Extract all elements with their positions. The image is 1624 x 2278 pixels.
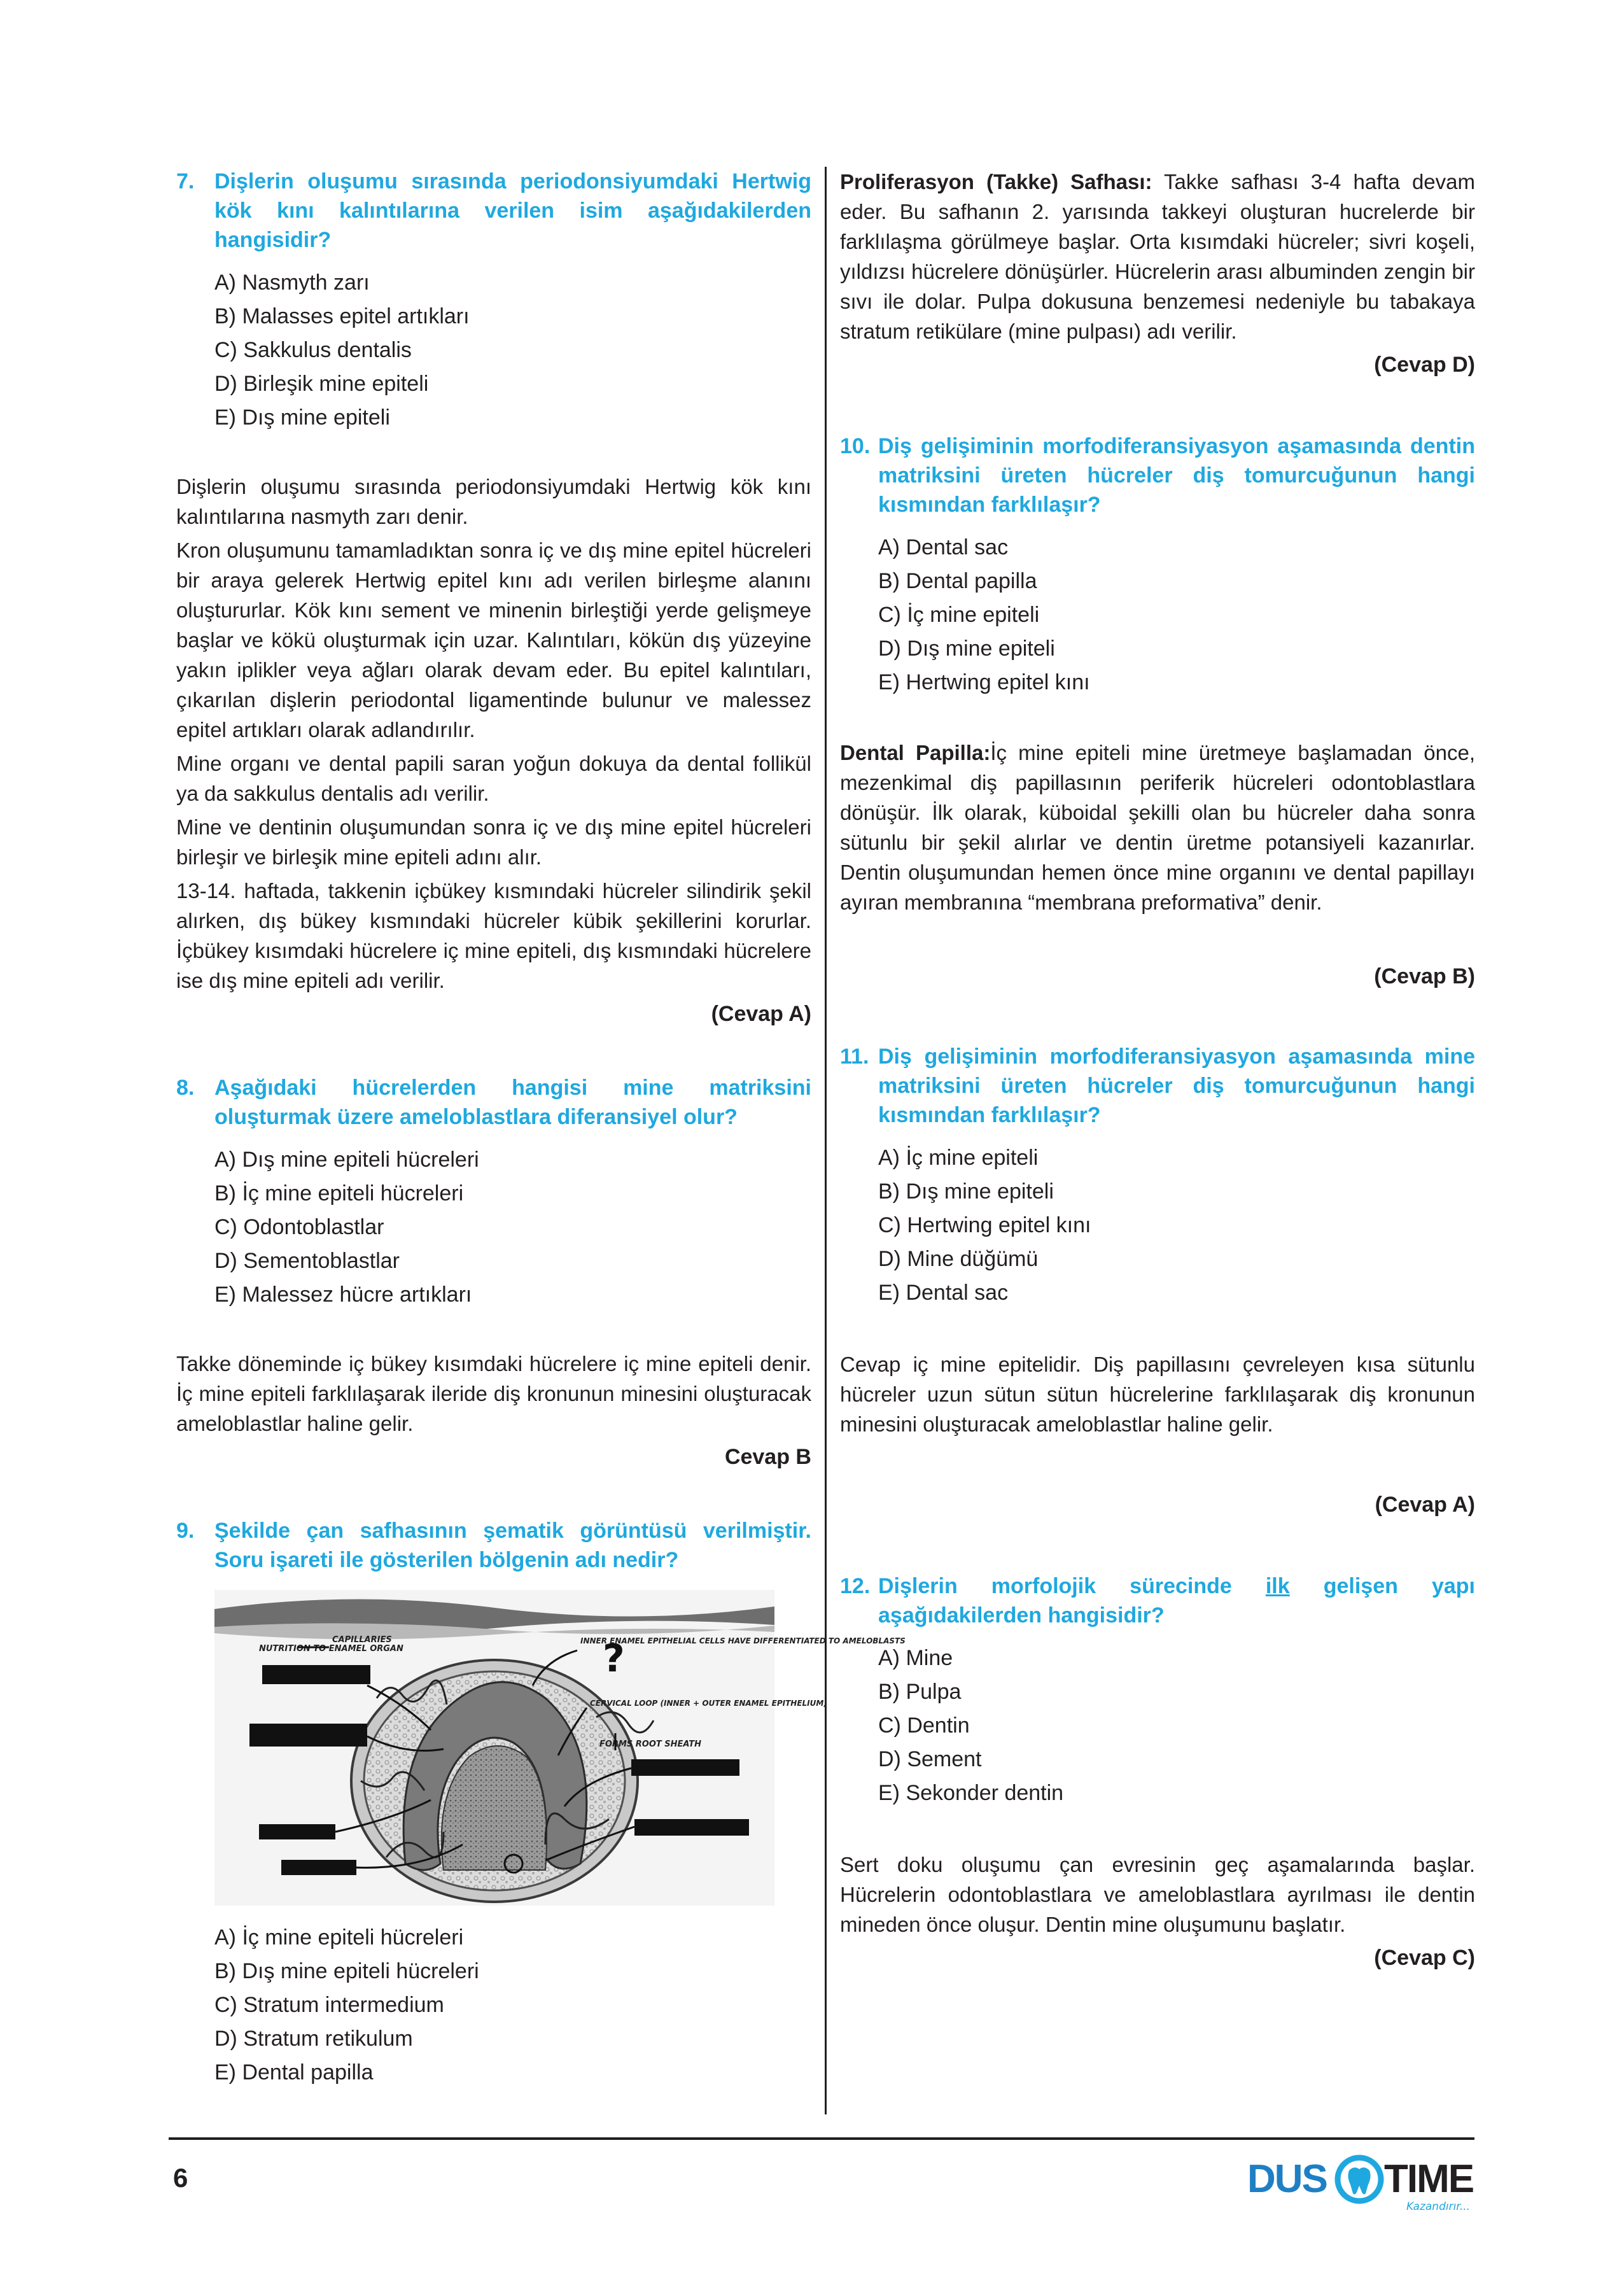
explanation-paragraph: Cevap iç mine epitelidir. Diş papillasını çevreleyen kısa sütunlu hücreler uzun sütun sütun hücrelerine farklılaşarak diş kronunun minesini oluşturacak ameloblastlar haline gelir. (840, 1353, 1475, 1436)
label-capillaries: CAPILLARIES (332, 1635, 392, 1645)
explanation-paragraph: Mine organı ve dental papili saran yoğun dokuya da dental follikül ya da sakkulus dentalis adı verilir. (176, 752, 811, 805)
option-d: D) Sementoblastlar (214, 1249, 400, 1273)
dustime-logo (1247, 2146, 1476, 2223)
question-12 (840, 1571, 1475, 1972)
option-list (878, 531, 1475, 700)
option-d: D) Mine düğümü (878, 1247, 1039, 1271)
option-a: A) Mine (878, 1646, 953, 1670)
option-c: C) Stratum intermedium (214, 1993, 444, 2017)
redacted-label (249, 1724, 367, 1747)
explanation-paragraph: Kron oluşumunu tamamladıktan sonra iç ve dış mine epitel hücreleri bir araya gelerek Hertwig epitel kını adı verilen birleşme alanını oluştururlar. Kök kını sement ve minenin birleştiği yerde gelişmeye başlar ve kökü oluşturmak için uzar. Kalıntıları, kökün dış yüzeyine yakın iplikler veya ağları olarak devam eder. Bu epitel kalıntıları, çıkarılan dişlerin periodontal ligamentinde bulunur ve malessez epitel artıkları olarak adlandırılır. (176, 538, 811, 742)
option-b: B) Dış mine epiteli (878, 1179, 1054, 1204)
label-cervical-loop: CERVICAL LOOP (INNER + OUTER ENAMEL EPITHELIUM) (590, 1699, 827, 1708)
option-a: A) Nasmyth zarı (214, 271, 370, 295)
column-divider (825, 167, 827, 2114)
question-8 (176, 1073, 811, 1472)
question-text: Aşağıdaki hücrelerden hangisi mine matriksini oluşturmak üzere ameloblastlara diferansiyel olur? (214, 1076, 811, 1129)
redacted-label (259, 1824, 335, 1839)
answer-label: (Cevap C) (1374, 1946, 1475, 1970)
answer-label: (Cevap D) (1374, 353, 1475, 377)
option-list (878, 1642, 1475, 1810)
label-root-sheath: FORMS ROOT SHEATH (599, 1740, 701, 1749)
option-b: B) Dental papilla (878, 569, 1037, 593)
logo-text-left: DUS (1247, 2157, 1327, 2201)
label-inner-enamel: INNER ENAMEL EPITHELIAL CELLS HAVE DIFFERENTIATED TO AMELOBLASTS (580, 1636, 906, 1645)
label-nutrition: NUTRITION TO ENAMEL ORGAN (259, 1644, 403, 1654)
question-11 (840, 1042, 1475, 1519)
option-c: C) Dentin (878, 1713, 970, 1738)
question-number: 12. (840, 1574, 871, 1598)
question-number: 7. (176, 169, 195, 193)
option-e: E) Sekonder dentin (878, 1781, 1064, 1805)
lead-term: Proliferasyon (Takke) Safhası: (840, 170, 1152, 193)
explanation-paragraph: Dişlerin oluşumu sırasında periodonsiyumdaki Hertwig kök kını kalıntılarına nasmyth zarı denir. (176, 475, 811, 528)
question-text: Diş gelişiminin morfodiferansiyasyon aşamasında dentin matriksini üreten hücreler diş tomurcuğunun hangi kısmından farklılaşır? (878, 434, 1475, 517)
proliferation-explanation (840, 167, 1475, 379)
underlined-word: ilk (1265, 1574, 1290, 1598)
question-number: 10. (840, 434, 871, 458)
question-text: Şekilde çan safhasının şematik görüntüsü verilmiştir. Soru işareti ile gösterilen bölgenin adı nedir? (214, 1519, 811, 1572)
question-number: 11. (840, 1044, 869, 1069)
option-list (214, 1921, 811, 2090)
answer-label: (Cevap A) (711, 1002, 811, 1026)
explanation-paragraph: 13-14. haftada, takkenin içbükey kısmındaki hücreler silindirik şekil alırken, dış bükey kısmındaki hücreler kübik şekillerini korurlar. İçbükey kısımdaki hücrelere iç mine epiteli, dış kısmındaki hücrelere ise dış mine epiteli adı verilir. (176, 879, 811, 992)
right-column (840, 167, 1475, 1972)
question-text: Dişlerin morfolojik sürecinde ilk gelişen yapı aşağıdakilerden hangisidir? (878, 1574, 1475, 1628)
answer-label: (Cevap B) (1374, 964, 1475, 988)
option-c: C) Hertwing epitel kını (878, 1213, 1091, 1237)
option-b: B) Malasses epitel artıkları (214, 304, 470, 328)
option-b: B) İç mine epiteli hücreleri (214, 1181, 464, 1206)
redacted-label (262, 1665, 370, 1684)
option-e: E) Dental sac (878, 1281, 1009, 1305)
option-e: E) Dental papilla (214, 2060, 374, 2085)
logo-text-right: TIME (1384, 2157, 1474, 2201)
option-a: A) İç mine epiteli hücreleri (214, 1925, 464, 1950)
option-e: E) Dış mine epiteli (214, 405, 390, 430)
question-number: 9. (176, 1519, 195, 1543)
option-d: D) Birleşik mine epiteli (214, 372, 429, 396)
redacted-label (631, 1759, 739, 1776)
option-d: D) Stratum retikulum (214, 2027, 413, 2051)
bell-stage-diagram (214, 1590, 906, 1906)
explanation-paragraph: Sert doku oluşumu çan evresinin geç aşamalarında başlar. Hücrelerin odontoblastlara ve ameloblastlara ayrılması ile dentin mineden önce oluşur. Dentin mine oluşumunu başlatır. (840, 1853, 1475, 1936)
option-e: E) Malessez hücre artıkları (214, 1283, 472, 1307)
explanation-text: Takke safhası 3-4 hafta devam eder. Bu safhanın 2. yarısında takkeyi oluşturan hucrelerde bir farklılaşma görülmeye başlar. Orta kısımdaki hücreler; sivri koşeli, yıldızsı hücrelere dönüşürler. Hücrelerin arası albuminden zengin bir sıvı ile dolar. Pulpa dokusuna benzemesi nedeniyle bu tabakaya stratum retikülare (mine pulpası) adı verilir. (840, 170, 1475, 343)
redacted-label (281, 1860, 356, 1875)
answer-label: Cevap B (724, 1445, 811, 1469)
question-mark-label: ? (603, 1636, 625, 1681)
tooth-icon (1338, 2158, 1381, 2201)
logo-tagline: Kazandırır... (1406, 2200, 1470, 2213)
option-b: B) Dış mine epiteli hücreleri (214, 1959, 479, 1983)
option-c: C) Sakkulus dentalis (214, 338, 412, 362)
option-c: C) İç mine epiteli (878, 603, 1040, 627)
question-number: 8. (176, 1076, 195, 1100)
option-c: C) Odontoblastlar (214, 1215, 384, 1239)
option-b: B) Pulpa (878, 1680, 962, 1704)
redacted-label (634, 1819, 749, 1836)
option-a: A) Dış mine epiteli hücreleri (214, 1148, 479, 1172)
option-a: A) İç mine epiteli (878, 1146, 1039, 1170)
lead-term: Dental Papilla: (840, 741, 991, 764)
answer-label: (Cevap A) (1375, 1493, 1475, 1517)
option-d: D) Sement (878, 1747, 982, 1771)
option-d: D) Dış mine epiteli (878, 636, 1055, 661)
option-a: A) Dental sac (878, 535, 1009, 559)
question-10 (840, 432, 1475, 991)
page-number: 6 (173, 2163, 188, 2193)
question-text: Diş gelişiminin morfodiferansiyasyon aşamasında mine matriksini üreten hücreler diş tomurcuğunun hangi kısmından farklılaşır? (878, 1044, 1475, 1127)
footer-rule (169, 2137, 1474, 2140)
explanation-paragraph: Mine ve dentinin oluşumundan sonra iç ve dış mine epitel hücreleri birleşir ve birleşik mine epiteli adını alır. (176, 815, 811, 869)
question-7 (176, 167, 811, 1029)
option-list (214, 266, 811, 435)
option-list (878, 1141, 1475, 1310)
explanation-paragraph: Takke döneminde iç bükey kısımdaki hücrelere iç mine epiteli denir. İç mine epiteli farklılaşarak ileride diş kronunun minesini oluşturacak ameloblastlar haline gelir. (176, 1352, 811, 1435)
explanation-text: İç mine epiteli mine üretmeye başlamadan önce, mezenkimal diş papillasının periferik hücreleri odontoblastlara dönüşür. İlk olarak, küboidal şekilli olan bu hücreler daha sonra sütunlu bir şekil alırlar ve dentin üretme potansiyeli kazanırlar. Dentin oluşumundan hemen önce mine organını ve dental papillayı ayıran membranına “membrana preformativa” denir. (840, 741, 1475, 914)
bell-stage-illustration (214, 1590, 906, 1906)
option-e: E) Hertwing epitel kını (878, 670, 1090, 694)
question-text: Dişlerin oluşumu sırasında periodonsiyumdaki Hertwig kök kını kalıntılarına verilen isim aşağıdakilerden hangisidir? (214, 169, 811, 252)
option-list (214, 1143, 811, 1312)
